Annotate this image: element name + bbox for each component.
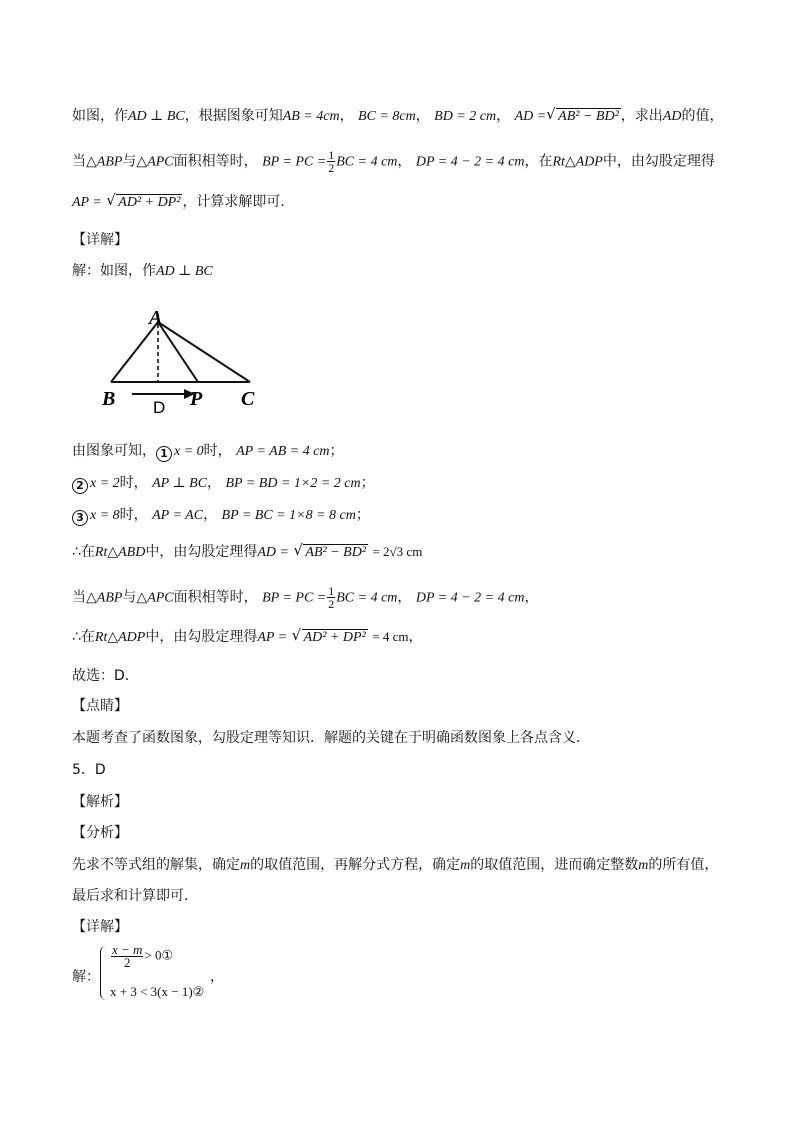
text-line: 如图，作AD ⊥ BC，根据图象可知AB = 4cm， BC = 8cm， BD = 2 cm， AD =√ AB² − BD² ，求出AD的值， bbox=[72, 107, 723, 126]
heading-comment: 【点睛】 bbox=[72, 698, 128, 714]
text-line: 先求不等式组的解集，确定m的取值范围，再解分式方程，确定m的取值范围，进而确定整数m的所有值， bbox=[72, 857, 719, 873]
text-line: 解：如图，作AD ⊥ BC bbox=[72, 263, 213, 279]
sqrt-expression: √ AD² + DP² bbox=[292, 628, 368, 647]
summary-line: 本题考查了函数图象，勾股定理等知识．解题的关键在于明确函数图象上各点含义． bbox=[72, 730, 590, 746]
heading-detail: 【详解】 bbox=[72, 919, 128, 935]
vertex-label-p: P bbox=[190, 388, 203, 410]
fraction: $\frac{1}{2}$ bbox=[328, 148, 335, 175]
triangle-figure bbox=[95, 300, 275, 420]
fraction: $\frac{1}{2}$ bbox=[328, 584, 335, 611]
heading-analyze: 【分析】 bbox=[72, 825, 128, 841]
left-brace bbox=[100, 946, 107, 1000]
text-line: ∴在Rt△ABD中，由勾股定理得AD = √ AB² − BD² = 2√3 cm bbox=[72, 543, 422, 562]
text-line: 当△ABP与△APC面积相等时， BP = PC = $\frac{1}{2}$ BC = 4 cm， DP = 4 − 2 = 4 cm，在Rt△ADP中，由勾股定理得 bbox=[72, 148, 715, 175]
text-line: 由图象可知， 1 x = 0时， AP = AB = 4 cm； bbox=[72, 443, 344, 460]
text-line: ∴在Rt△ADP中，由勾股定理得AP = √ AD² + DP² = 4 cm， bbox=[72, 628, 422, 647]
heading-analysis: 【解析】 bbox=[72, 794, 128, 810]
point-label-d: D bbox=[153, 398, 166, 417]
circled-number: 3 bbox=[72, 510, 88, 526]
text-line: AP = √ AD² + DP² ，计算求解即可． bbox=[72, 193, 294, 212]
vertex-label-a: A bbox=[149, 307, 163, 329]
circled-number: 2 bbox=[72, 478, 88, 494]
sqrt-expression: √ AB² − BD² bbox=[293, 543, 368, 562]
vertex-label-c: C bbox=[241, 388, 255, 410]
sqrt-expression: √ AB² − BD² bbox=[546, 107, 621, 126]
side-ab bbox=[111, 322, 158, 382]
vertex-label-b: B bbox=[102, 388, 116, 410]
text-line: 当△ABP与△APC面积相等时， BP = PC = $\frac{1}{2}$ BC = 4 cm， DP = 4 − 2 = 4 cm， bbox=[72, 584, 539, 611]
inequality-2: x + 3 < 3(x − 1)② bbox=[110, 984, 205, 999]
circled-number: 1 bbox=[156, 446, 172, 462]
side-ap bbox=[158, 322, 198, 382]
text-line: 最后求和计算即可． bbox=[72, 888, 198, 904]
question-answer: 5．D bbox=[72, 762, 106, 778]
text-line: 3 x = 8时， AP = AC， BP = BC = 1×8 = 8 cm； bbox=[72, 506, 370, 526]
side-ac bbox=[158, 322, 250, 382]
inequality-1: $\frac{x - m}{2}$ > 0① bbox=[112, 942, 174, 970]
sqrt-expression: √ AD² + DP² bbox=[106, 193, 182, 212]
answer-line: 故选：D． bbox=[72, 668, 139, 684]
heading-detail: 【详解】 bbox=[72, 232, 128, 248]
text-line: 2 x = 2时， AP ⊥ BC， BP = BD = 1×2 = 2 cm； bbox=[72, 474, 375, 494]
